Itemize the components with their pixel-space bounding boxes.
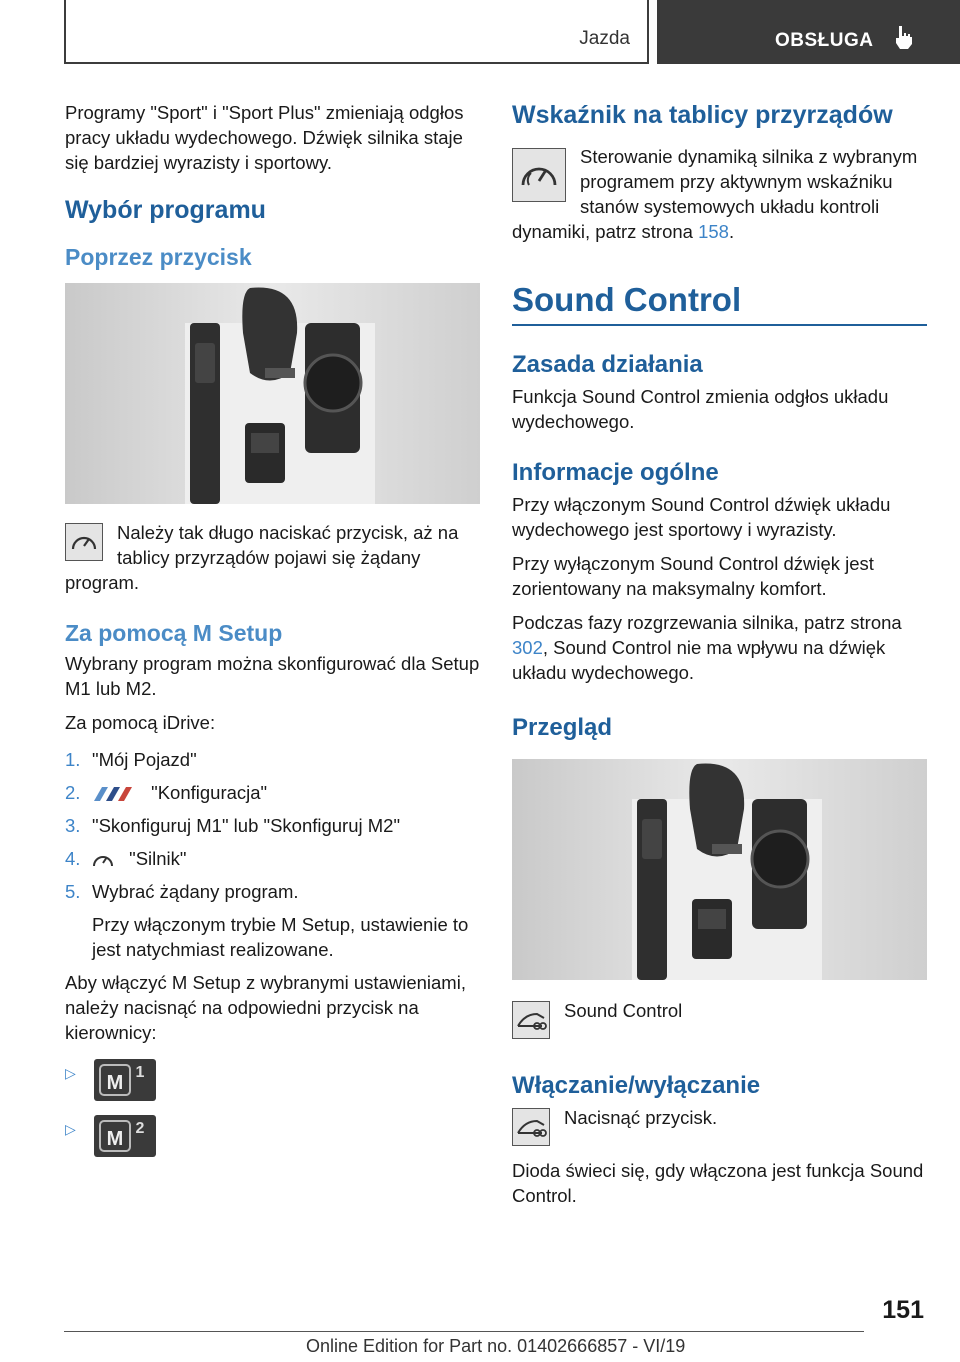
- bullet-marker: ▷: [65, 1065, 76, 1081]
- m2-button[interactable]: [94, 1115, 156, 1157]
- bullet-marker: ▷: [65, 1121, 76, 1137]
- led-paragraph: Dioda świeci się, gdy włączona jest funkcja Sound Control.: [512, 1160, 924, 1206]
- note-button-text: Należy tak długo naciskać przycisk, aż na tablicy przyrządów pojawi się żądany program.: [65, 522, 459, 593]
- header-frame: [64, 0, 649, 64]
- list-item: 4. "Silnik": [65, 848, 187, 869]
- general-paragraph-1: Przy włączonym Sound Control dźwięk układu wydechowego jest sportowy i wyrazisty.: [512, 494, 891, 540]
- list-item: 5. Wybrać żądany program. Przy włączonym trybie M Setup, ustawienie to jest natychmiast realizowane.: [65, 879, 480, 962]
- indicator-text: Sterowanie dynamiką silnika z wybranym programem przy aktywnym wskaźniku stanów systemowych układu kontroli dynamiki, patrz strona: [512, 146, 918, 242]
- m2-button-row: [65, 1115, 480, 1159]
- heading-on-off: Włączanie/wyłączanie: [512, 1072, 761, 1099]
- note-button-hold: [65, 520, 480, 595]
- m1-icon: [94, 1059, 156, 1101]
- heading-via-button: Poprzez przycisk: [65, 244, 252, 270]
- heading-indicator: Wskaźnik na tablicy przyrządów: [512, 101, 893, 129]
- m1-button-row: [65, 1059, 480, 1103]
- sound-control-button-icon[interactable]: [512, 1108, 550, 1146]
- indicator-page-link[interactable]: 158: [698, 221, 729, 242]
- gauge-icon: [512, 148, 566, 202]
- list-item: 2. "Konfiguracja": [65, 782, 268, 803]
- step5-subtext: Przy włączonym trybie M Setup, ustawienie to jest natychmiast realizowane.: [92, 914, 469, 960]
- chapter-tab-label: OBSŁUGA: [775, 30, 874, 51]
- heading-overview: Przegląd: [512, 714, 613, 741]
- warmup-page-link[interactable]: 302: [512, 637, 543, 658]
- footer-divider: [64, 1331, 864, 1332]
- engine-gauge-icon: [92, 851, 114, 869]
- right-column: [512, 100, 927, 1217]
- idrive-steps: [65, 747, 480, 962]
- chapter-tab[interactable]: [657, 0, 960, 64]
- heading-sound-control: Sound Control: [512, 280, 927, 326]
- m2-icon: [94, 1115, 156, 1157]
- m1-button[interactable]: [94, 1059, 156, 1101]
- heading-msetup: Za pomocą M Setup: [65, 620, 283, 646]
- activate-paragraph: Aby włączyć M Setup z wybranymi ustawieniami, należy nacisnąć na odpowiedni przycisk na kierownicy:: [65, 972, 466, 1043]
- sound-control-icon: [512, 1001, 550, 1039]
- list-item: 3. "Skonfiguruj M1" lub "Skonfiguruj M2": [65, 815, 401, 836]
- console-illustration: [512, 759, 927, 980]
- m2-digit: 2: [135, 1120, 145, 1137]
- press-button-text: Nacisnąć przycisk.: [564, 1107, 718, 1128]
- indicator-period: .: [728, 221, 735, 242]
- section-title: Jazda: [579, 28, 630, 49]
- m2-letter: M: [106, 1128, 124, 1150]
- msetup-paragraph: Wybrany program można skonfigurować dla Setup M1 lub M2.: [65, 653, 480, 699]
- note-indicator: [512, 144, 927, 244]
- center-console-photo: [65, 283, 480, 504]
- general-paragraph-2: Przy wyłączonym Sound Control dźwięk jest zorientowany na maksymalny komfort.: [512, 553, 874, 599]
- note-press-button: [512, 1105, 927, 1150]
- heading-program-selection: Wybór programu: [65, 196, 266, 224]
- list-item: 1. "Mój Pojazd": [65, 749, 197, 770]
- heading-general-info: Informacje ogólne: [512, 459, 719, 486]
- page-number: 151: [882, 1296, 924, 1324]
- gauge-icon: [65, 523, 103, 561]
- heading-principle: Zasada działania: [512, 351, 703, 378]
- m1-digit: 1: [135, 1064, 145, 1081]
- intro-paragraph: Programy "Sport" i "Sport Plus" zmieniają odgłos pracy układu wydechowego. Dźwięk silnika staje się bardziej wyrazisty i sportowy.: [65, 102, 464, 173]
- edition-note: Online Edition for Part no. 01402666857 - VI/19: [306, 1336, 686, 1356]
- general-paragraph-3: Podczas fazy rozgrzewania silnika, patrz strona 302, Sound Control nie ma wpływu na dźwięk układu wydechowego.: [512, 612, 902, 683]
- principle-paragraph: Funkcja Sound Control zmienia odgłos układu wydechowego.: [512, 386, 889, 432]
- pointing-hand-icon: [893, 24, 915, 50]
- console-illustration: [65, 283, 480, 504]
- note-sound-control: [512, 998, 927, 1043]
- idrive-paragraph: Za pomocą iDrive:: [65, 712, 216, 733]
- left-column: [65, 100, 480, 1171]
- overview-console-photo: [512, 759, 927, 980]
- m-stripes-icon: [92, 786, 136, 802]
- m1-letter: M: [106, 1072, 124, 1094]
- sound-control-caption: Sound Control: [564, 1000, 683, 1021]
